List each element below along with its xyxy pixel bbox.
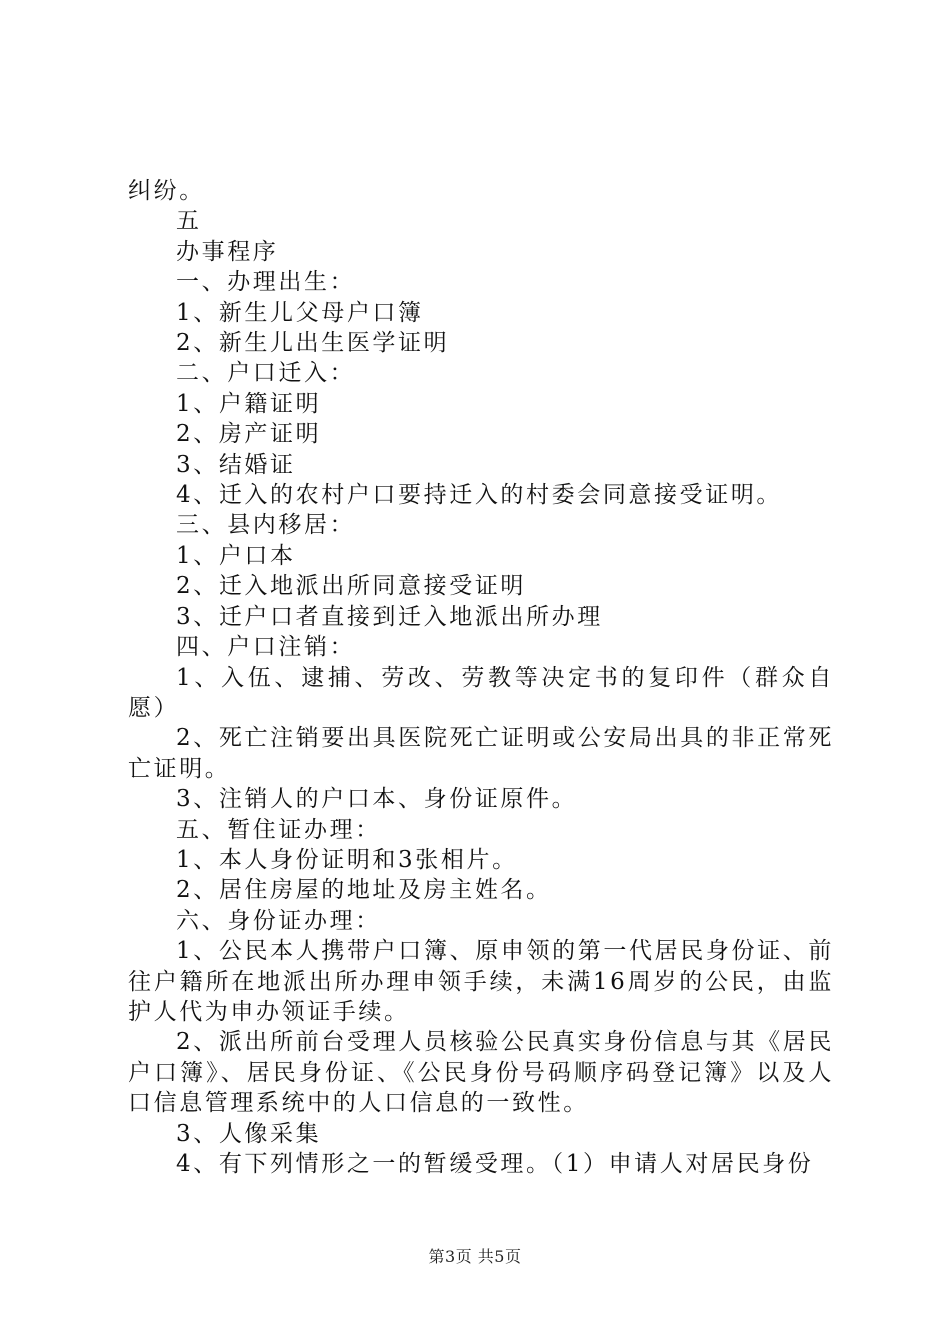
subsection-heading: 五、暂住证办理： (176, 816, 381, 843)
list-item: 1、户籍证明 (176, 390, 322, 417)
list-item: 2、派出所前台受理人员核验公民真实身份信息与其《居民户口簿》、居民身份证、《公民身份号码顺序码登记簿》以及人口信息管理系统中的人口信息的一致性。 (128, 1029, 834, 1117)
subsection-heading: 三、县内移居： (176, 512, 356, 539)
list-item: 2、新生儿出生医学证明 (176, 330, 450, 357)
list-item: 3、结婚证 (176, 451, 296, 478)
list-item: 2、房产证明 (176, 421, 322, 448)
section-heading: 办事程序 (176, 238, 279, 265)
subsection-heading: 四、户口注销： (176, 634, 356, 661)
document-body (128, 176, 834, 1179)
list-item: 4、迁入的农村户口要持迁入的村委会同意接受证明。 (176, 482, 783, 509)
list-item: 3、迁户口者直接到迁入地派出所办理 (176, 603, 603, 630)
subsection-heading: 六、身份证办理： (176, 907, 381, 934)
subsection-heading: 二、户口迁入： (176, 360, 356, 387)
text-line: 纠纷。 (128, 178, 205, 204)
list-item: 3、人像采集 (176, 1120, 322, 1147)
list-item: 2、死亡注销要出具医院死亡证明或公安局出具的非正常死亡证明。 (128, 725, 834, 782)
list-item: 2、迁入地派出所同意接受证明 (176, 573, 527, 600)
list-item: 3、注销人的户口本、身份证原件。 (176, 786, 578, 813)
list-item: 1、新生儿父母户口簿 (176, 299, 424, 326)
list-item: 1、本人身份证明和3张相片。 (176, 846, 518, 873)
list-item: 4、有下列情形之一的暂缓受理。（1）申请人对居民身份 (176, 1151, 814, 1177)
list-item: 1、户口本 (176, 542, 296, 569)
section-number: 五 (176, 208, 202, 235)
page-footer: 第3页 共5页 (428, 1247, 522, 1266)
list-item: 1、入伍、逮捕、劳改、劳教等决定书的复印件（群众自愿） (128, 664, 834, 721)
list-item: 2、居住房屋的地址及房主姓名。 (176, 877, 552, 904)
subsection-heading: 一、办理出生： (176, 269, 356, 296)
list-item: 1、公民本人携带户口簿、原申领的第一代居民身份证、前往户籍所在地派出所办理申领手续，未满16周岁的公民，由监护人代为申办领证手续。 (128, 938, 834, 1025)
